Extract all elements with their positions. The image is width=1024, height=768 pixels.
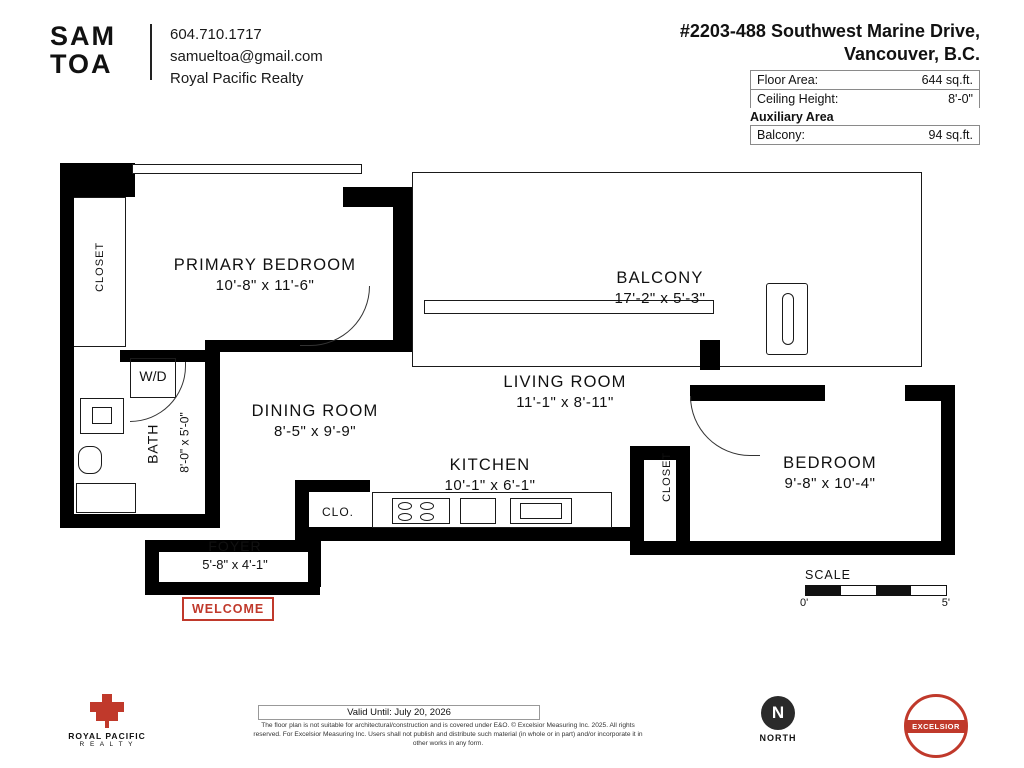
spec-floor-area-label: Floor Area:	[757, 73, 819, 87]
bath-label: BATH	[144, 423, 161, 464]
room-label-dining-room: DINING ROOM	[251, 402, 379, 420]
scale-bar	[805, 585, 947, 596]
kitchen-burner-2	[420, 502, 434, 510]
room-label-bedroom: BEDROOM	[783, 454, 877, 472]
agent-contact	[170, 24, 323, 89]
wall-foyer-bottom	[145, 582, 320, 595]
scale-title: SCALE	[805, 568, 851, 582]
north-letter: N	[771, 703, 785, 722]
agent-email: samueltoa@gmail.com	[170, 47, 323, 65]
spec-balcony-value: 94 sq.ft.	[928, 128, 973, 142]
spec-floor-area	[750, 70, 980, 89]
agent-brand	[50, 22, 170, 79]
specs-table	[750, 70, 980, 145]
valid-until: Valid Until: July 20, 2026	[258, 705, 540, 720]
north-arrow-icon	[761, 696, 795, 730]
room-dims-primary-bedroom: 10'-8" x 11'-6"	[215, 277, 315, 294]
disclaimer-text: The floor plan is not suitable for architectural/construction and is covered under E&O. © Excelsior Measuring Inc. 2025. All rights reserved. For Excelsior Measuring Inc. Users shall not publish and distribute such material (in whole or in part) and/or incorporate it in other works in any form.	[253, 722, 643, 747]
maple-leaf-icon	[84, 694, 130, 728]
kitchen-sink	[460, 498, 496, 524]
room-dims-foyer: 5'-8" x 4'-1"	[202, 557, 268, 572]
closet-right-label: CLOSET	[661, 451, 674, 502]
room-label-balcony: BALCONY	[616, 269, 704, 287]
kitchen-island-inner	[520, 503, 562, 519]
property-address	[550, 20, 980, 65]
kitchen-burner-3	[398, 513, 412, 521]
excelsior-logo	[888, 694, 984, 758]
bath-fixture-sink-basin	[92, 407, 112, 424]
spec-ceiling-value: 8'-0"	[948, 92, 973, 106]
scale-indicator	[800, 568, 950, 609]
room-dims-balcony: 17'-2" x 5'-3"	[614, 290, 706, 307]
wall-left-exterior	[60, 163, 74, 528]
room-label-foyer: FOYER	[208, 538, 262, 554]
scale-numbers	[800, 597, 950, 609]
brand-line-2: TOA	[50, 49, 113, 80]
room-dims-living-room: 11'-1" x 8'-11"	[516, 394, 614, 411]
north-indicator	[748, 696, 808, 743]
room-label-primary-bedroom: PRIMARY BEDROOM	[173, 256, 357, 274]
brand-divider	[150, 24, 152, 80]
spec-ceiling-label: Ceiling Height:	[757, 92, 839, 106]
address-line-2: Vancouver, B.C.	[843, 43, 980, 64]
brand-line-1: SAM	[50, 21, 116, 51]
welcome-mat: WELCOME	[182, 597, 274, 621]
wall-balcony-right-jamb	[700, 340, 720, 370]
floorplan-drawing	[0, 150, 1024, 620]
wall-bedroom-closet-right	[676, 446, 690, 546]
room-label-kitchen: KITCHEN	[449, 456, 531, 474]
royal-pacific-sub: R E A L T Y	[79, 741, 135, 748]
address-line-1: #2203-488 Southwest Marine Drive,	[679, 21, 980, 41]
spec-balcony	[750, 125, 980, 145]
bath-fixture-tub	[76, 483, 136, 513]
kitchen-burner-4	[420, 513, 434, 521]
excelsior-seal-icon	[904, 694, 968, 758]
kitchen-closet-label: CLO.	[321, 505, 354, 519]
royal-pacific-name: ROYAL PACIFIC	[68, 731, 146, 741]
bath-dims: 8'-0" x 5'-0"	[177, 412, 192, 473]
spec-floor-area-value: 644 sq.ft.	[921, 73, 973, 87]
scale-min: 0'	[800, 597, 809, 609]
wall-bath-bottom	[60, 514, 220, 528]
room-dims-kitchen: 10'-1" x 6'-1"	[444, 477, 536, 494]
wall-kitchen-bottom	[295, 527, 635, 541]
bath-fixture-toilet	[78, 446, 102, 474]
agent-phone: 604.710.1717	[170, 26, 262, 43]
room-dims-dining-room: 8'-5" x 9'-9"	[273, 423, 357, 440]
scale-max: 5'	[941, 597, 950, 609]
spec-balcony-label: Balcony:	[757, 128, 805, 142]
wall-closet-kitchen-top	[295, 480, 370, 492]
room-dims-bedroom: 9'-8" x 10'-4"	[784, 475, 876, 492]
kitchen-burner-1	[398, 502, 412, 510]
royal-pacific-logo	[52, 694, 162, 748]
wall-primary-top	[132, 164, 362, 174]
spec-ceiling-height	[750, 89, 980, 108]
closet-left-label: CLOSET	[94, 241, 107, 292]
room-label-living-room: LIVING ROOM	[503, 373, 627, 391]
laundry-label: W/D	[139, 368, 167, 384]
north-label: NORTH	[759, 733, 797, 743]
spec-aux-header: Auxiliary Area	[750, 110, 834, 124]
excelsior-name: EXCELSIOR	[907, 720, 965, 733]
agent-company: Royal Pacific Realty	[170, 69, 304, 87]
